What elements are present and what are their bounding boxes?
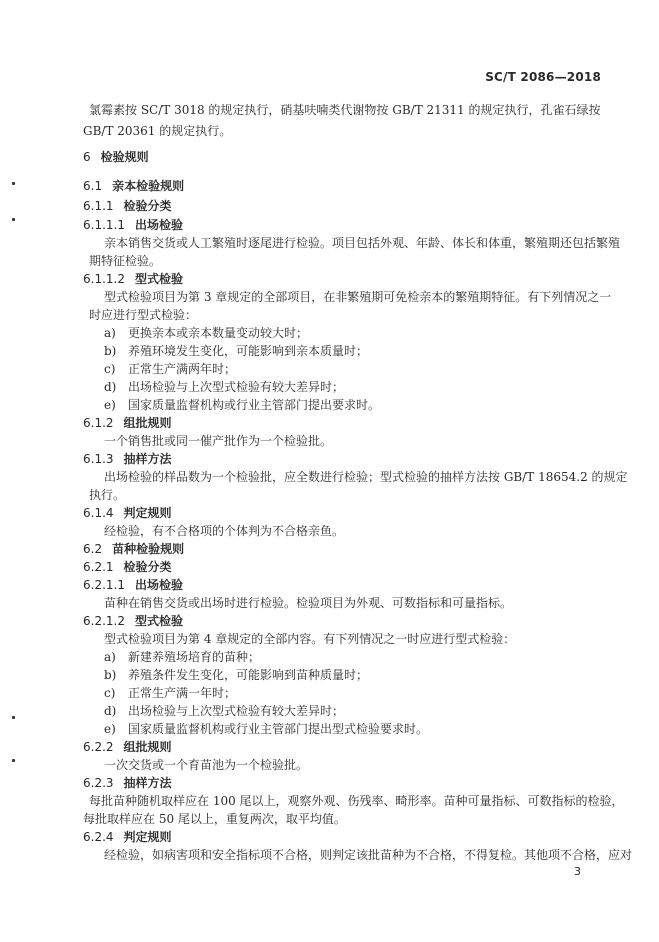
list-item: c) 正常生产满一年时；	[104, 686, 237, 700]
standard-code: SC/T 2086—2018	[485, 70, 601, 84]
section-heading: 6.1.1 检验分类	[83, 199, 172, 213]
body-text: 期特征检验。	[89, 254, 162, 268]
section-heading: 6.1.3 抽样方法	[83, 452, 172, 466]
body-text: 每批苗种随机取样应在 100 尾以上，观察外观、伤残率、畸形率。苗种可量指标、可数指标的检验，	[89, 794, 624, 808]
list-item: d) 出场检验与上次型式检验有较大差异时；	[104, 380, 345, 394]
page-number: 3	[574, 865, 581, 878]
scan-mark	[12, 218, 15, 221]
body-text: 苗种在销售交货或出场时进行检验。检验项目为外观、可数指标和可量指标。	[104, 596, 513, 610]
list-item: a) 新建养殖场培育的苗种；	[104, 650, 261, 664]
section-heading: 6.2.1.1 出场检验	[83, 578, 183, 592]
section-heading: 6.2.1.2 型式检验	[83, 614, 183, 628]
list-item: e) 国家质量监督机构或行业主管部门提出要求时。	[104, 398, 381, 412]
section-heading: 6.2 苗种检验规则	[83, 542, 185, 556]
section-heading: 6.1 亲本检验规则	[83, 179, 185, 193]
body-text: 一个销售批或同一催产批作为一个检验批。	[104, 434, 333, 448]
scan-mark	[12, 716, 15, 719]
body-text: 型式检验项目为第 4 章规定的全部内容。有下列情况之一时应进行型式检验：	[104, 632, 516, 646]
section-heading: 6.2.4 判定规则	[83, 830, 172, 844]
body-text: 亲本销售交货或人工繁殖时逐尾进行检验。项目包括外观、年龄、体长和体重，繁殖期还包括繁殖	[104, 236, 621, 250]
section-heading: 6.1.4 判定规则	[83, 506, 172, 520]
body-text: GB/T 20361 的规定执行。	[83, 124, 232, 138]
scan-mark	[12, 759, 15, 762]
body-text: 型式检验项目为第 3 章规定的全部项目，在非繁殖期可免检亲本的繁殖期特征。有下列情况之一	[104, 290, 612, 304]
body-text: 氯霉素按 SC/T 3018 的规定执行，硝基呋喃类代谢物按 GB/T 21311 的规定执行，孔雀石绿按	[89, 103, 601, 117]
list-item: d) 出场检验与上次型式检验有较大差异时；	[104, 704, 345, 718]
scan-mark	[12, 182, 15, 185]
body-text: 出场检验的样品数为一个检验批，应全数进行检验；型式检验的抽样方法按 GB/T 18654.2 的规定	[104, 470, 628, 484]
section-heading: 6.1.1.1 出场检验	[83, 218, 183, 232]
section-heading: 6 检验规则	[83, 150, 149, 164]
body-text: 一次交货或一个育苗池为一个检验批。	[104, 758, 309, 772]
list-item: b) 养殖条件发生变化，可能影响到苗种质量时；	[104, 668, 369, 682]
body-text: 每批取样应在 50 尾以上，重复两次，取平均值。	[83, 812, 346, 826]
body-text: 执行。	[89, 488, 126, 502]
list-item: e) 国家质量监督机构或行业主管部门提出型式检验要求时。	[104, 722, 429, 736]
section-heading: 6.2.2 组批规则	[83, 740, 172, 754]
section-heading: 6.1.2 组批规则	[83, 416, 172, 430]
list-item: a) 更换亲本或亲本数量变动较大时；	[104, 326, 309, 340]
section-heading: 6.2.1 检验分类	[83, 560, 172, 574]
section-heading: 6.2.3 抽样方法	[83, 776, 172, 790]
body-text: 经检验，有不合格项的个体判为不合格亲鱼。	[104, 524, 345, 538]
list-item: b) 养殖环境发生变化，可能影响到亲本质量时；	[104, 344, 369, 358]
body-text: 时应进行型式检验：	[89, 308, 198, 322]
list-item: c) 正常生产满两年时；	[104, 362, 237, 376]
body-text: 经检验，如病害项和安全指标项不合格，则判定该批苗种为不合格，不得复检。其他项不合格，应对	[104, 848, 633, 862]
section-heading: 6.1.1.2 型式检验	[83, 272, 183, 286]
